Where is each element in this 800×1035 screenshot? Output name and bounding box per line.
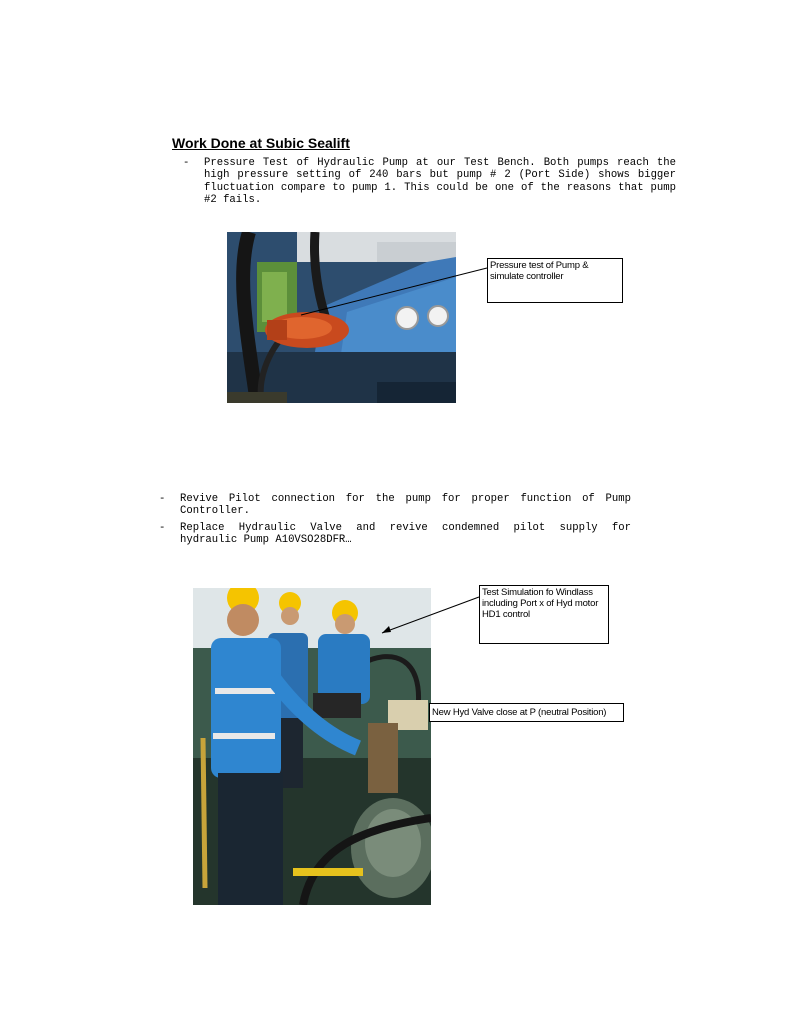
bullet-pilot-connection (159, 493, 631, 518)
new-valve-callout: New Hyd Valve close at P (neutral Position) (429, 703, 624, 722)
deck-work-photo (193, 588, 431, 905)
test-bench-photo (227, 232, 456, 403)
section-heading: Work Done at Subic Sealift (172, 135, 350, 151)
bullet-text: Revive Pilot connection for the pump for proper function of Pump Controller. (180, 493, 631, 518)
deck-work-illustration (193, 588, 431, 905)
bullet-text: Pressure Test of Hydraulic Pump at our Test Bench. Both pumps reach the high pressure setting of 240 bars but pump # 2 (Port Side) shows bigger fluctuation compare to pump 1. This could be one of the reasons that pump #2 fails. (204, 157, 676, 207)
bullet-replace-valve (159, 522, 631, 547)
bullet-pressure-test (183, 157, 676, 207)
test-bench-illustration (227, 232, 456, 403)
bullet-marker: - (159, 522, 166, 534)
windlass-simulation-callout: Test Simulation fo Windlass including Port x of Hyd motor HD1 control (479, 585, 609, 644)
bullet-marker: - (183, 157, 190, 169)
bullet-text: Replace Hydraulic Valve and revive condemned pilot supply for hydraulic Pump A10VSO28DFR… (180, 522, 631, 547)
pump-test-callout: Pressure test of Pump & simulate controller (487, 258, 623, 303)
bullet-marker: - (159, 493, 166, 505)
